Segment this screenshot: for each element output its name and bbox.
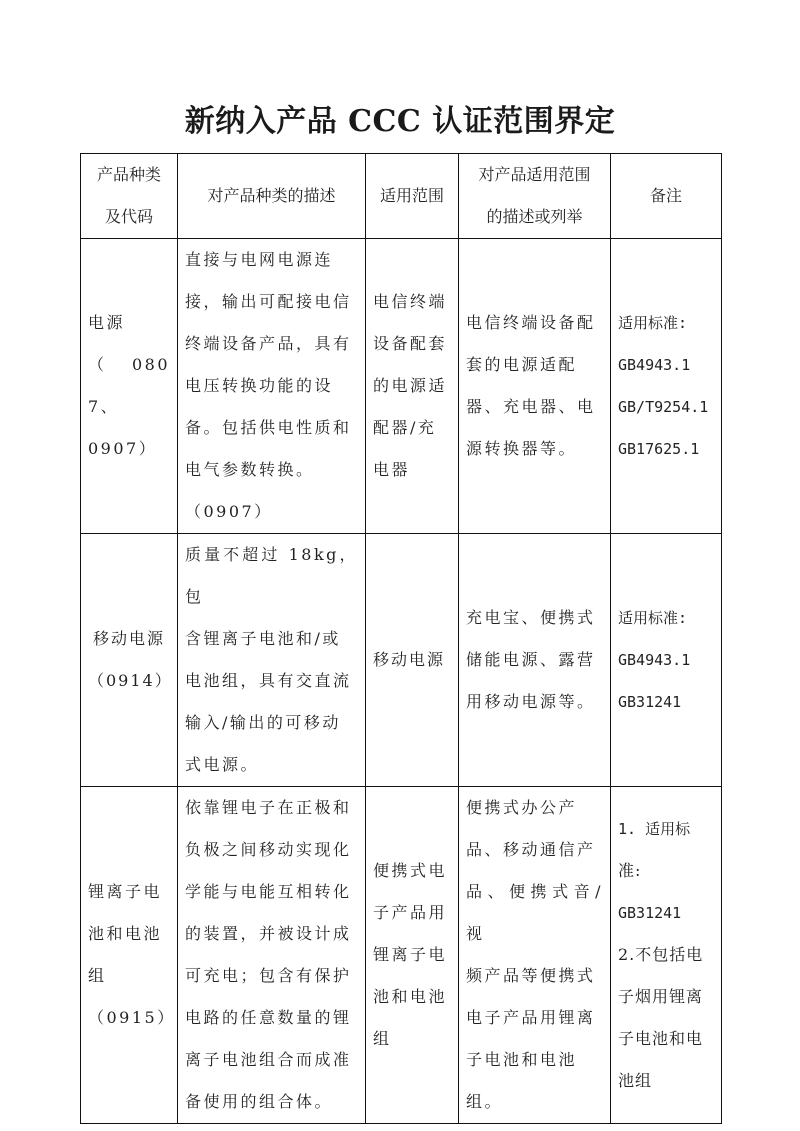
cell-description [178,239,366,534]
cell-text: GB31241 [618,693,682,711]
cell-text: 组 [88,966,107,985]
cell-text: （0807、 [88,355,170,416]
cell-text: 终端设备产品，具有 [185,334,352,353]
cell-scope-detail [459,534,611,787]
cell-text: 电压转换功能的设 [185,376,334,395]
header-text: 及代码 [104,207,153,226]
cell-text: 离子电池组合而成准 [185,1050,352,1069]
cell-text: 备。包括供电性质和 [185,418,352,437]
cell-text: 池组 [618,1071,653,1090]
header-category-description [178,154,366,239]
cell-text: 式电源。 [185,755,260,774]
cell-text: 的装置，并被设计成 [185,924,352,943]
header-scope [366,154,459,239]
cell-scope [366,787,459,1124]
cell-text: 频产品等便携式 [466,966,596,985]
cell-text: 1. 适用标 [618,820,691,838]
cell-text: 电池组，具有交直流 [185,671,352,690]
cell-text: 便携式办公产 [466,798,578,817]
cell-text: GB4943.1 [618,651,691,669]
cell-text: （0914） [88,671,173,690]
cell-text: 子烟用锂离 [618,987,704,1006]
cell-text: 备使用的组合体。 [185,1092,334,1111]
header-text: 备注 [649,186,682,205]
cell-text: 用移动电源等。 [466,692,596,711]
cell-text: 学能与电能互相转化 [185,882,352,901]
cell-description [178,534,366,787]
cell-text: 子电池和电池 [466,1050,578,1069]
cell-text: GB4943.1 [618,356,691,374]
header-text: 适用范围 [379,186,444,205]
cell-text: 锂离子电 [373,945,448,964]
cell-text: 组。 [466,1092,504,1111]
cell-text: 设备配套 [373,334,448,353]
cell-text: GB/T9254.1 [618,398,709,416]
header-text: 对产品适用范围 [478,165,591,184]
cell-text: 子电池和电 [618,1029,704,1048]
cell-text: 电路的任意数量的锂 [185,1008,352,1027]
cell-text: 器、充电器、电 [466,397,596,416]
cell-text: 适用标准: [618,314,688,332]
cell-text: 含锂离子电池和/或 [185,629,341,648]
cell-text: GB17625.1 [618,440,700,458]
table-row [81,534,722,787]
cell-category [81,534,178,787]
cell-text: 依靠锂电子在正极和 [185,798,352,817]
cell-text: 接，输出可配接电信 [185,292,352,311]
header-category-code [81,154,178,239]
cell-text: 2.不包括电 [618,945,704,964]
cell-text: 输入/输出的可移动 [185,713,341,732]
cell-text: 组 [373,1029,392,1048]
cell-scope [366,534,459,787]
cell-text: （0907） [185,502,273,521]
cell-text: 套的电源适配 [466,355,578,374]
cell-text: 子产品用 [373,903,448,922]
cell-text: 电信终端设备配 [466,313,596,332]
cell-text: 0907） [88,439,158,458]
cell-text: 池和电池 [373,987,448,1006]
header-scope-detail [459,154,611,239]
cell-text: 池和电池 [88,924,163,943]
cell-text: 移动电源 [373,650,446,669]
cell-scope [366,239,459,534]
header-text: 的描述或列举 [486,207,583,226]
cell-notes [611,787,722,1124]
cell-category [81,239,178,534]
cell-text: 品、移动通信产 [466,840,596,859]
table-row [81,239,722,534]
cell-scope-detail [459,239,611,534]
cell-description [178,787,366,1124]
cell-text: （0915） [88,1008,176,1027]
cell-notes [611,534,722,787]
cell-text: 移动电源 [92,629,165,648]
cell-notes [611,239,722,534]
cell-text: GB31241 [618,904,682,922]
cell-text: 直接与电网电源连 [185,250,334,269]
header-notes [611,154,722,239]
cell-scope-detail [459,787,611,1124]
cell-text: 质量不超过 18kg，包 [185,545,358,606]
cell-text: 负极之间移动实现化 [185,840,352,859]
header-text: 产品种类 [96,165,161,184]
cell-text: 充电宝、便携式 [466,608,596,627]
cell-text: 电信终端 [373,292,448,311]
table-row [81,787,722,1124]
cell-text: 准: [618,861,642,880]
document-title: 新纳入产品 CCC 认证范围界定 [184,104,616,139]
cell-text: 电源 [88,313,126,332]
ccc-scope-table [80,153,722,1124]
cell-text: 适用标准: [618,609,688,627]
table-header-row [81,154,722,239]
cell-text: 配器/充 [373,418,437,437]
cell-text: 源转换器等。 [466,439,578,458]
cell-text: 电器 [373,460,411,479]
cell-text: 电子产品用锂离 [466,1008,596,1027]
cell-text: 锂离子电 [88,882,163,901]
cell-text: 可充电；包含有保护 [185,966,352,985]
cell-text: 储能电源、露营 [466,650,596,669]
cell-category [81,787,178,1124]
cell-text: 便携式电 [373,861,448,880]
header-text: 对产品种类的描述 [207,186,336,205]
cell-text: 品、便携式音/视 [466,882,603,943]
cell-text: 电气参数转换。 [185,460,315,479]
cell-text: 的电源适 [373,376,448,395]
